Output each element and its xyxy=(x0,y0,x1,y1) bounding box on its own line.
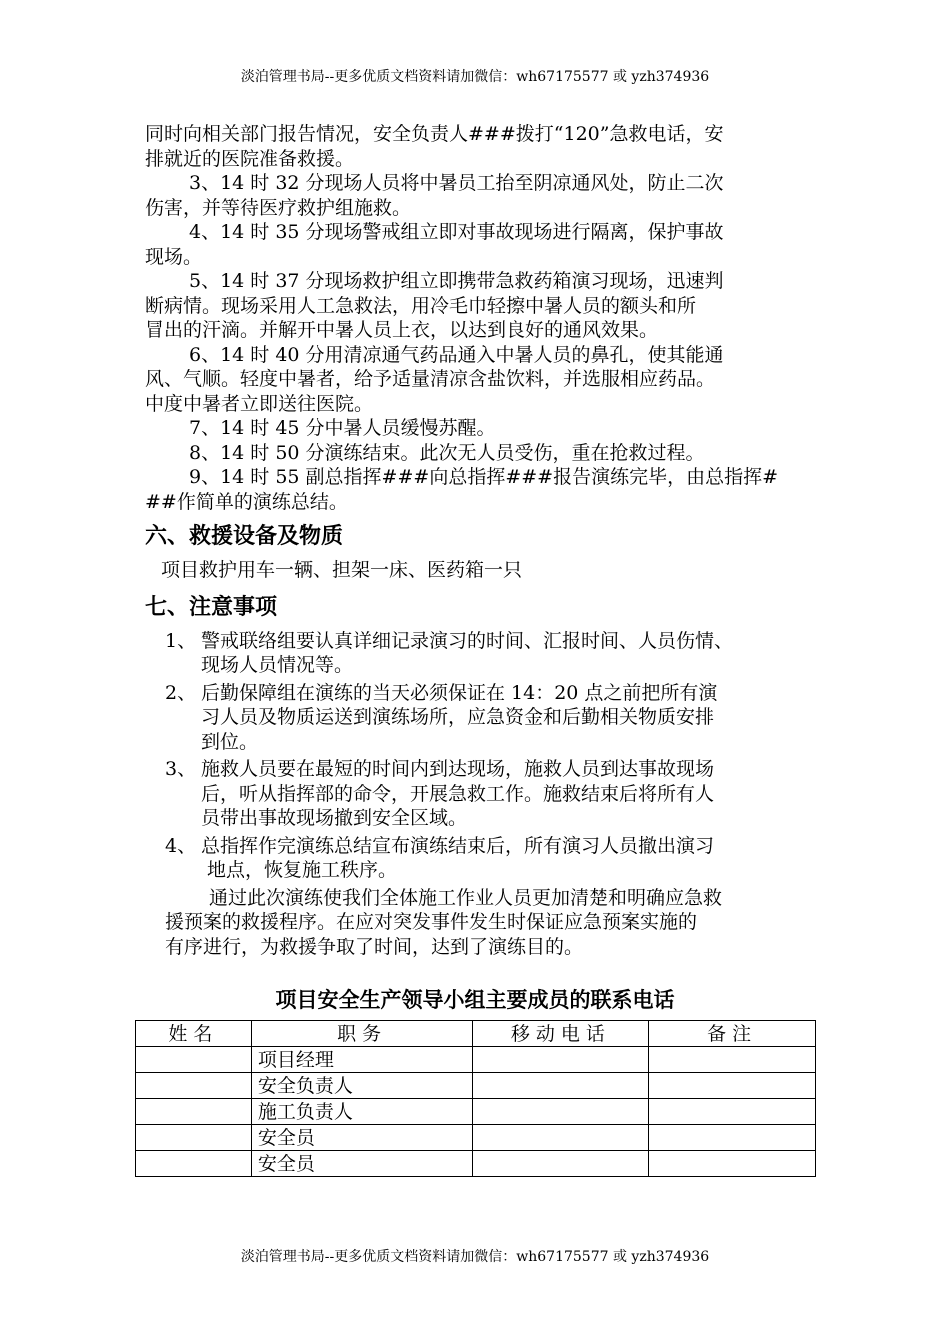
precautions-list xyxy=(145,629,825,883)
column-header-mobile: 移动电话 xyxy=(473,1021,649,1047)
table-row xyxy=(136,1125,816,1151)
text-line: 5、14 时 37 分现场救护组立即携带急救药箱演习现场，迅速判 xyxy=(189,270,724,292)
text-line: 总指挥作完演练总结宣布演练结束后，所有演习人员撤出演习 xyxy=(201,834,715,857)
step-3 xyxy=(145,171,825,220)
step-6 xyxy=(145,343,825,417)
text-line: 地点，恢复施工秩序。 xyxy=(201,859,398,881)
text-line: 援预案的救援程序。在应对突发事件发生时保证应急预案实施的 xyxy=(165,911,698,933)
section-6-body: 项目救护用车一辆、担架一床、医药箱一只 xyxy=(161,559,523,581)
table-row xyxy=(136,1047,816,1073)
cell-position: 安全员 xyxy=(251,1125,473,1151)
text-line: 9、14 时 55 副总指挥###向总指挥###报告演练完毕，由总指挥# xyxy=(189,466,779,488)
section-7-heading: 七、注意事项 xyxy=(145,594,278,620)
text-line: 施救人员要在最短的时间内到达现场，施救人员到达事故现场 xyxy=(201,758,715,780)
text-line: 4、14 时 35 分现场警戒组立即对事故现场进行隔离，保护事故 xyxy=(189,221,724,243)
closing-paragraph xyxy=(145,886,825,960)
text-line: 8、14 时 50 分演练结束。此次无人员受伤，重在抢救过程。 xyxy=(189,441,705,464)
table-row xyxy=(136,1151,816,1177)
text-line: 现场人员情况等。 xyxy=(201,654,354,676)
text-line: 排就近的医院准备救援。 xyxy=(145,147,355,170)
text-line: 6、14 时 40 分用清凉通气药品通入中暑人员的鼻孔，使其能通 xyxy=(189,343,724,366)
text-line: ##作简单的演练总结。 xyxy=(145,490,348,513)
text-line: 现场。 xyxy=(145,245,203,268)
text-line: 有序进行，为救援争取了时间，达到了演练目的。 xyxy=(165,935,584,958)
step-9 xyxy=(145,465,825,514)
cell-name xyxy=(136,1047,252,1073)
list-item xyxy=(145,834,825,883)
step-4 xyxy=(145,220,825,269)
step-0 xyxy=(145,122,825,171)
text-line: 伤害，并等待医疗救护组施救。 xyxy=(145,196,412,219)
cell-remarks xyxy=(649,1151,816,1177)
list-item xyxy=(145,629,825,678)
table-row xyxy=(136,1099,816,1125)
text-line: 冒出的汗滴。并解开中暑人员上衣，以达到良好的通风效果。 xyxy=(145,319,659,341)
cell-position: 项目经理 xyxy=(251,1047,473,1073)
list-item-number: 4、 xyxy=(165,834,197,857)
cell-position: 安全员 xyxy=(251,1151,473,1177)
cell-name xyxy=(136,1073,252,1099)
list-item xyxy=(145,681,825,755)
step-8 xyxy=(145,441,825,466)
text-line: 风、气顺。轻度中暑者，给予适量清凉含盐饮料，并选服相应药品。 xyxy=(145,368,716,390)
cell-remarks xyxy=(649,1047,816,1073)
cell-name xyxy=(136,1099,252,1125)
text-line: 习人员及物质运送到演练场所，应急资金和后勤相关物质安排 xyxy=(201,706,715,728)
text-line: 后，听从指挥部的命令，开展急救工作。施救结束后将所有人 xyxy=(201,782,715,805)
cell-remarks xyxy=(649,1099,816,1125)
list-item-number: 2、 xyxy=(165,681,197,704)
page-footer: 淡泊管理书局--更多优质文档资料请加微信：wh67175577 或 yzh374936 xyxy=(240,1249,710,1265)
column-header-name: 姓名 xyxy=(136,1021,252,1047)
column-header-remarks: 备注 xyxy=(649,1021,816,1047)
contact-table xyxy=(135,1020,816,1177)
table-row xyxy=(136,1073,816,1099)
text-line: 通过此次演练使我们全体施工作业人员更加清楚和明确应急救 xyxy=(209,886,723,909)
text-line: 员带出事故现场撤到安全区域。 xyxy=(201,807,468,829)
text-line: 后勤保障组在演练的当天必须保证在 14：20 点之前把所有演 xyxy=(201,681,718,704)
document-body xyxy=(145,122,825,959)
cell-mobile xyxy=(473,1099,649,1125)
text-line: 3、14 时 32 分现场人员将中暑员工抬至阴凉通风处，防止二次 xyxy=(189,172,724,194)
text-line: 到位。 xyxy=(201,730,259,753)
cell-remarks xyxy=(649,1073,816,1099)
step-5 xyxy=(145,269,825,343)
page-header: 淡泊管理书局--更多优质文档资料请加微信：wh67175577 或 yzh374936 xyxy=(240,69,710,85)
table-title: 项目安全生产领导小组主要成员的联系电话 xyxy=(275,988,675,1012)
cell-remarks xyxy=(649,1125,816,1151)
text-line: 断病情。现场采用人工急救法，用冷毛巾轻擦中暑人员的额头和所 xyxy=(145,294,697,317)
cell-position: 安全负责人 xyxy=(251,1073,473,1099)
column-header-position: 职务 xyxy=(251,1021,473,1047)
cell-mobile xyxy=(473,1151,649,1177)
list-item-number: 1、 xyxy=(165,629,197,652)
list-item-number: 3、 xyxy=(165,758,197,780)
text-line: 警戒联络组要认真详细记录演习的时间、汇报时间、人员伤情、 xyxy=(201,629,734,652)
cell-mobile xyxy=(473,1047,649,1073)
table-header-row xyxy=(136,1021,816,1047)
cell-name xyxy=(136,1151,252,1177)
cell-position: 施工负责人 xyxy=(251,1099,473,1125)
step-7 xyxy=(145,416,825,441)
cell-mobile xyxy=(473,1125,649,1151)
list-item xyxy=(145,757,825,831)
text-line: 同时向相关部门报告情况，安全负责人###拨打“120”急救电话，安 xyxy=(145,123,724,145)
section-6-heading: 六、救援设备及物质 xyxy=(145,524,344,549)
cell-mobile xyxy=(473,1073,649,1099)
text-line: 7、14 时 45 分中暑人员缓慢苏醒。 xyxy=(189,417,496,439)
text-line: 中度中暑者立即送往医院。 xyxy=(145,392,374,415)
cell-name xyxy=(136,1125,252,1151)
